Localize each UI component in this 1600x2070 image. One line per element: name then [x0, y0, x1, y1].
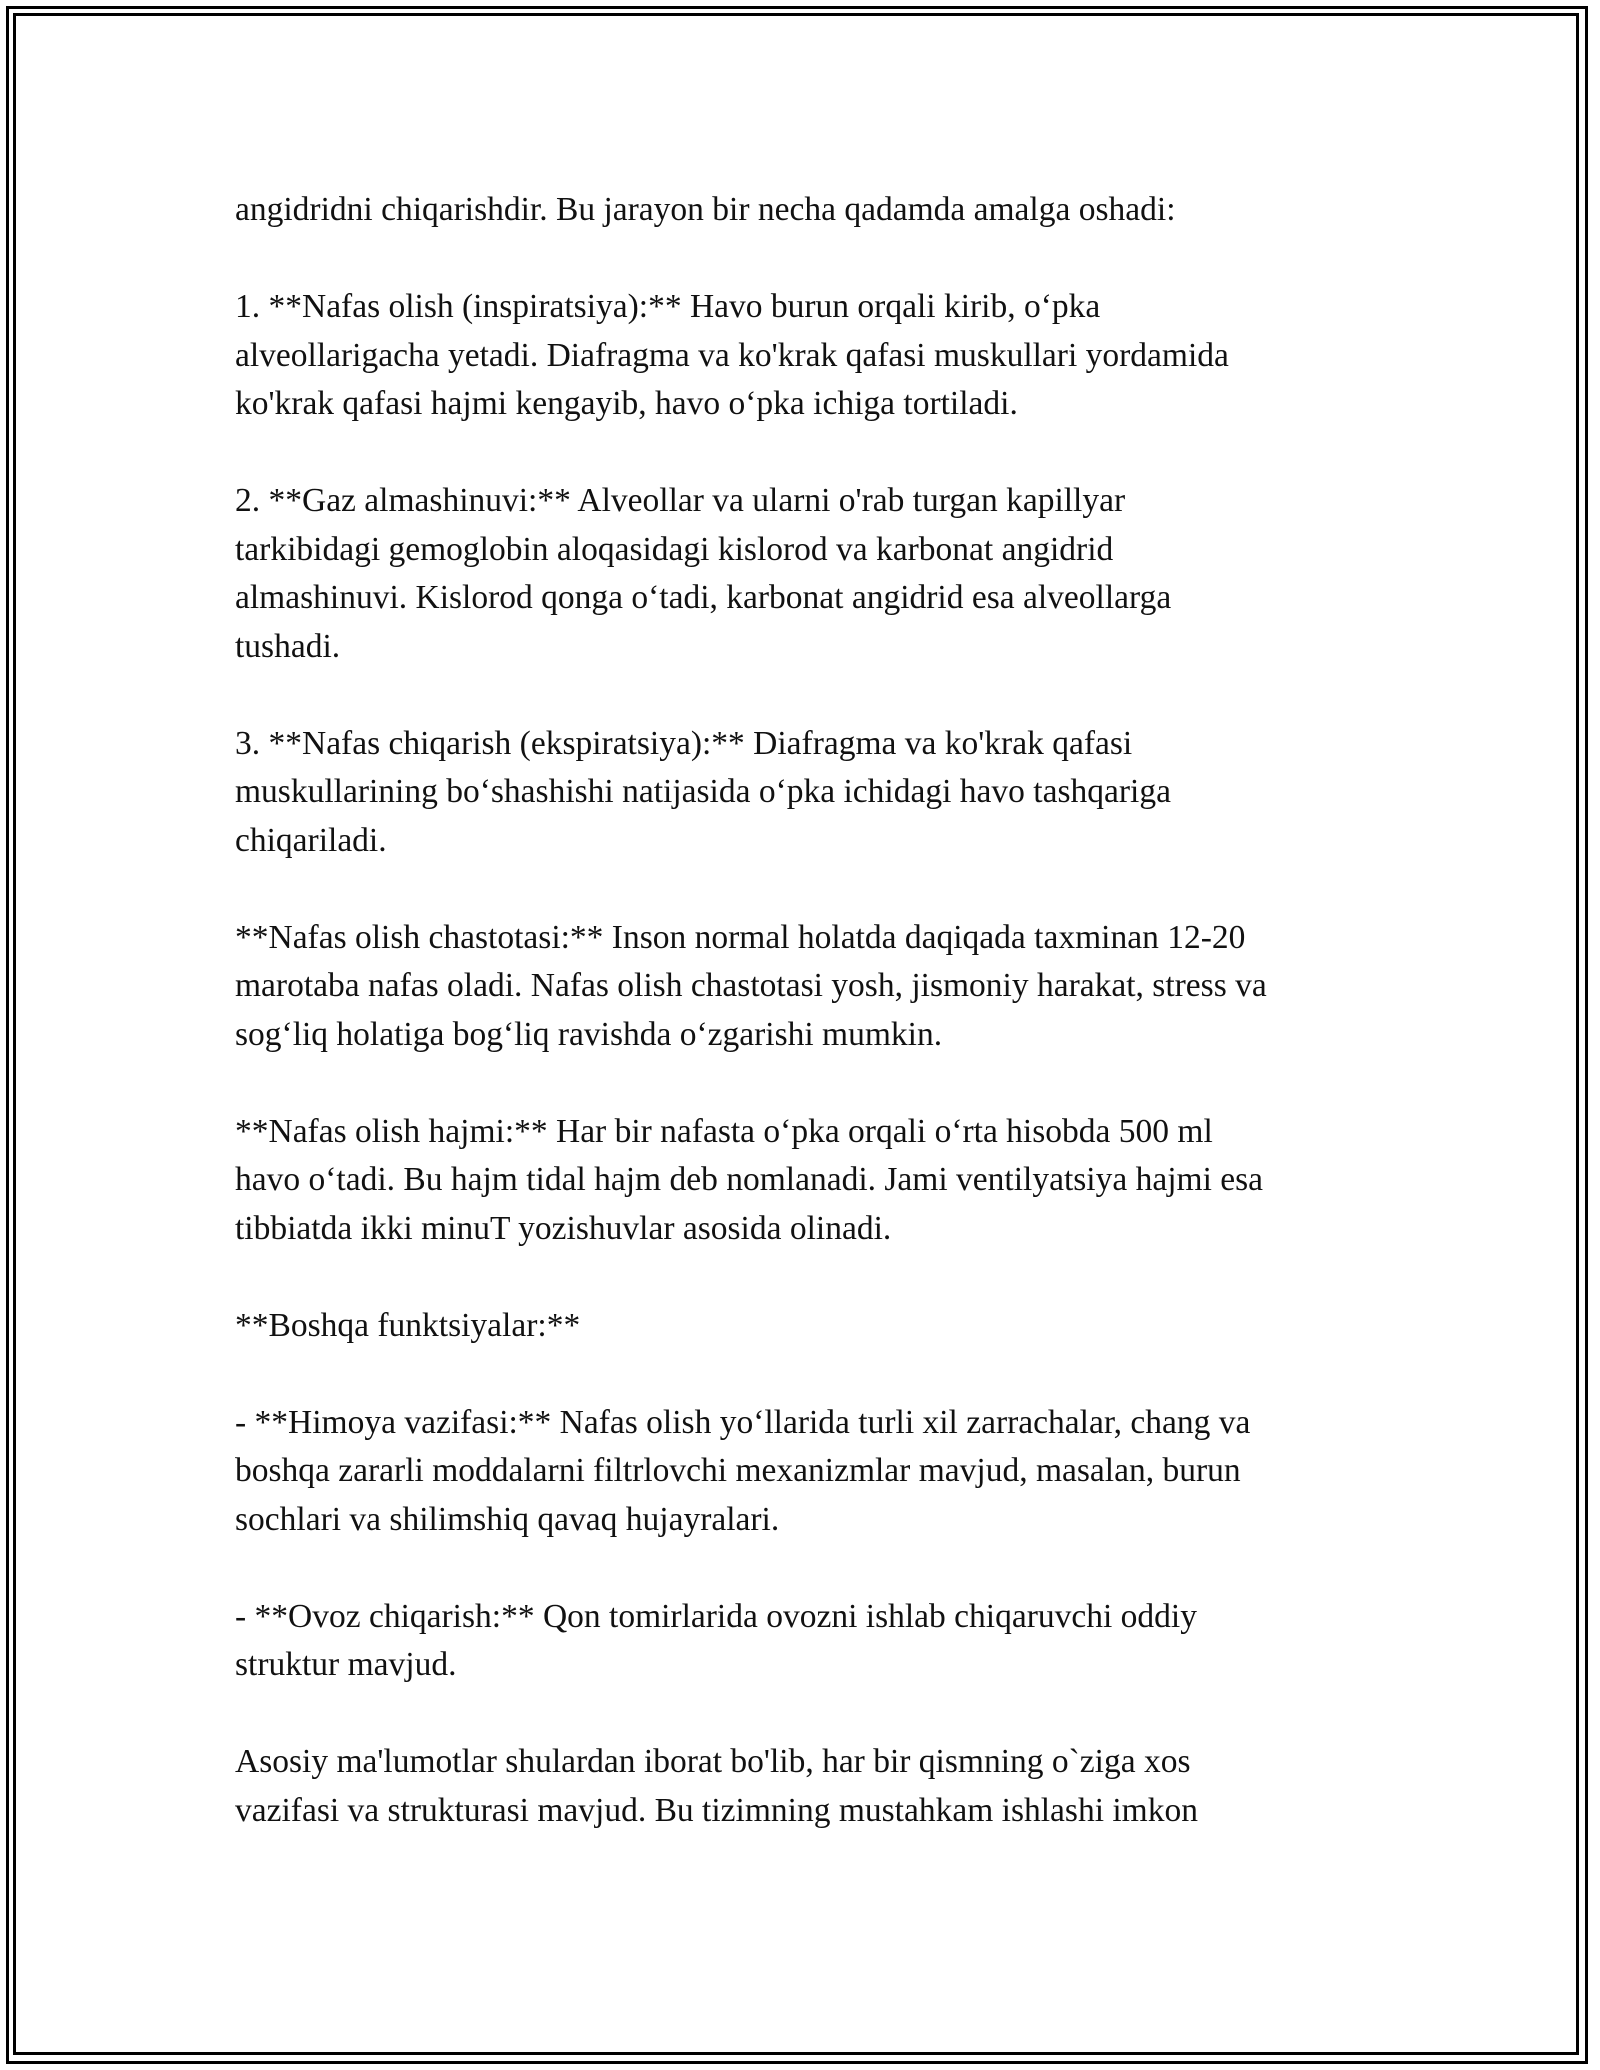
text-line: alveollarigacha yetadi. Diafragma va ko'krak qafasi muskullari yordamida: [235, 336, 1229, 374]
paragraph-expiration: [235, 720, 1395, 866]
paragraph-voice: [235, 1593, 1395, 1690]
text-line: - **Himoya vazifasi:** Nafas olish yo‘llarida turli xil zarrachalar, chang va: [235, 1403, 1251, 1441]
paragraph-intro: [235, 186, 1395, 235]
text-line: - **Ovoz chiqarish:** Qon tomirlarida ovozni ishlab chiqaruvchi oddiy: [235, 1597, 1197, 1635]
text-line: **Boshqa funktsiyalar:**: [235, 1306, 581, 1344]
text-line: vazifasi va strukturasi mavjud. Bu tizimning mustahkam ishlashi imkon: [235, 1791, 1198, 1829]
paragraph-inspiration: [235, 283, 1395, 429]
paragraph-other-functions-heading: [235, 1302, 1395, 1351]
text-line: **Nafas olish chastotasi:** Inson normal holatda daqiqada taxminan 12-20: [235, 918, 1246, 956]
document-body: [235, 186, 1395, 1884]
text-line: havo o‘tadi. Bu hajm tidal hajm deb nomlanadi. Jami ventilyatsiya hajmi esa: [235, 1161, 1264, 1198]
text-line: tibbiatda ikki minuT yozishuvlar asosida olinadi.: [235, 1209, 892, 1247]
text-line: ko'krak qafasi hajmi kengayib, havo o‘pka ichiga tortiladi.: [235, 385, 1018, 422]
text-line: struktur mavjud.: [235, 1646, 457, 1683]
paragraph-breathing-volume: [235, 1108, 1395, 1254]
text-line: marotaba nafas oladi. Nafas olish chastotasi yosh, jismoniy harakat, stress va: [235, 967, 1267, 1004]
text-line: 3. **Nafas chiqarish (ekspiratsiya):** Diafragma va ko'krak qafasi: [235, 724, 1133, 762]
text-line: sog‘liq holatiga bog‘liq ravishda o‘zgarishi mumkin.: [235, 1015, 943, 1053]
paragraph-protection: [235, 1399, 1395, 1545]
text-line: chiqariladi.: [235, 821, 387, 859]
text-line: 1. **Nafas olish (inspiratsiya):** Havo burun orqali kirib, o‘pka: [235, 288, 1101, 325]
text-line: tarkibidagi gemoglobin aloqasidagi kislorod va karbonat angidrid: [235, 530, 1114, 568]
text-line: almashinuvi. Kislorod qonga o‘tadi, karbonat angidrid esa alveollarga: [235, 579, 1172, 616]
paragraph-conclusion: [235, 1738, 1395, 1835]
text-line: sochlari va shilimshiq qavaq hujayralari.: [235, 1500, 780, 1538]
paragraph-breathing-rate: [235, 914, 1395, 1060]
text-line: angidridni chiqarishdir. Bu jarayon bir necha qadamda amalga oshadi:: [235, 191, 1176, 228]
text-line: muskullarining bo‘shashishi natijasida o‘pka ichidagi havo tashqariga: [235, 773, 1171, 810]
paragraph-gas-exchange: [235, 477, 1395, 671]
text-line: 2. **Gaz almashinuvi:** Alveollar va ularni o'rab turgan kapillyar: [235, 482, 1126, 519]
text-line: tushadi.: [235, 627, 341, 665]
text-line: **Nafas olish hajmi:** Har bir nafasta o‘pka orqali o‘rta hisobda 500 ml: [235, 1112, 1213, 1150]
text-line: boshqa zararli moddalarni filtrlovchi mexanizmlar mavjud, masalan, burun: [235, 1452, 1241, 1489]
text-line: Asosiy ma'lumotlar shulardan iborat bo'lib, har bir qismning o`ziga xos: [235, 1743, 1191, 1780]
